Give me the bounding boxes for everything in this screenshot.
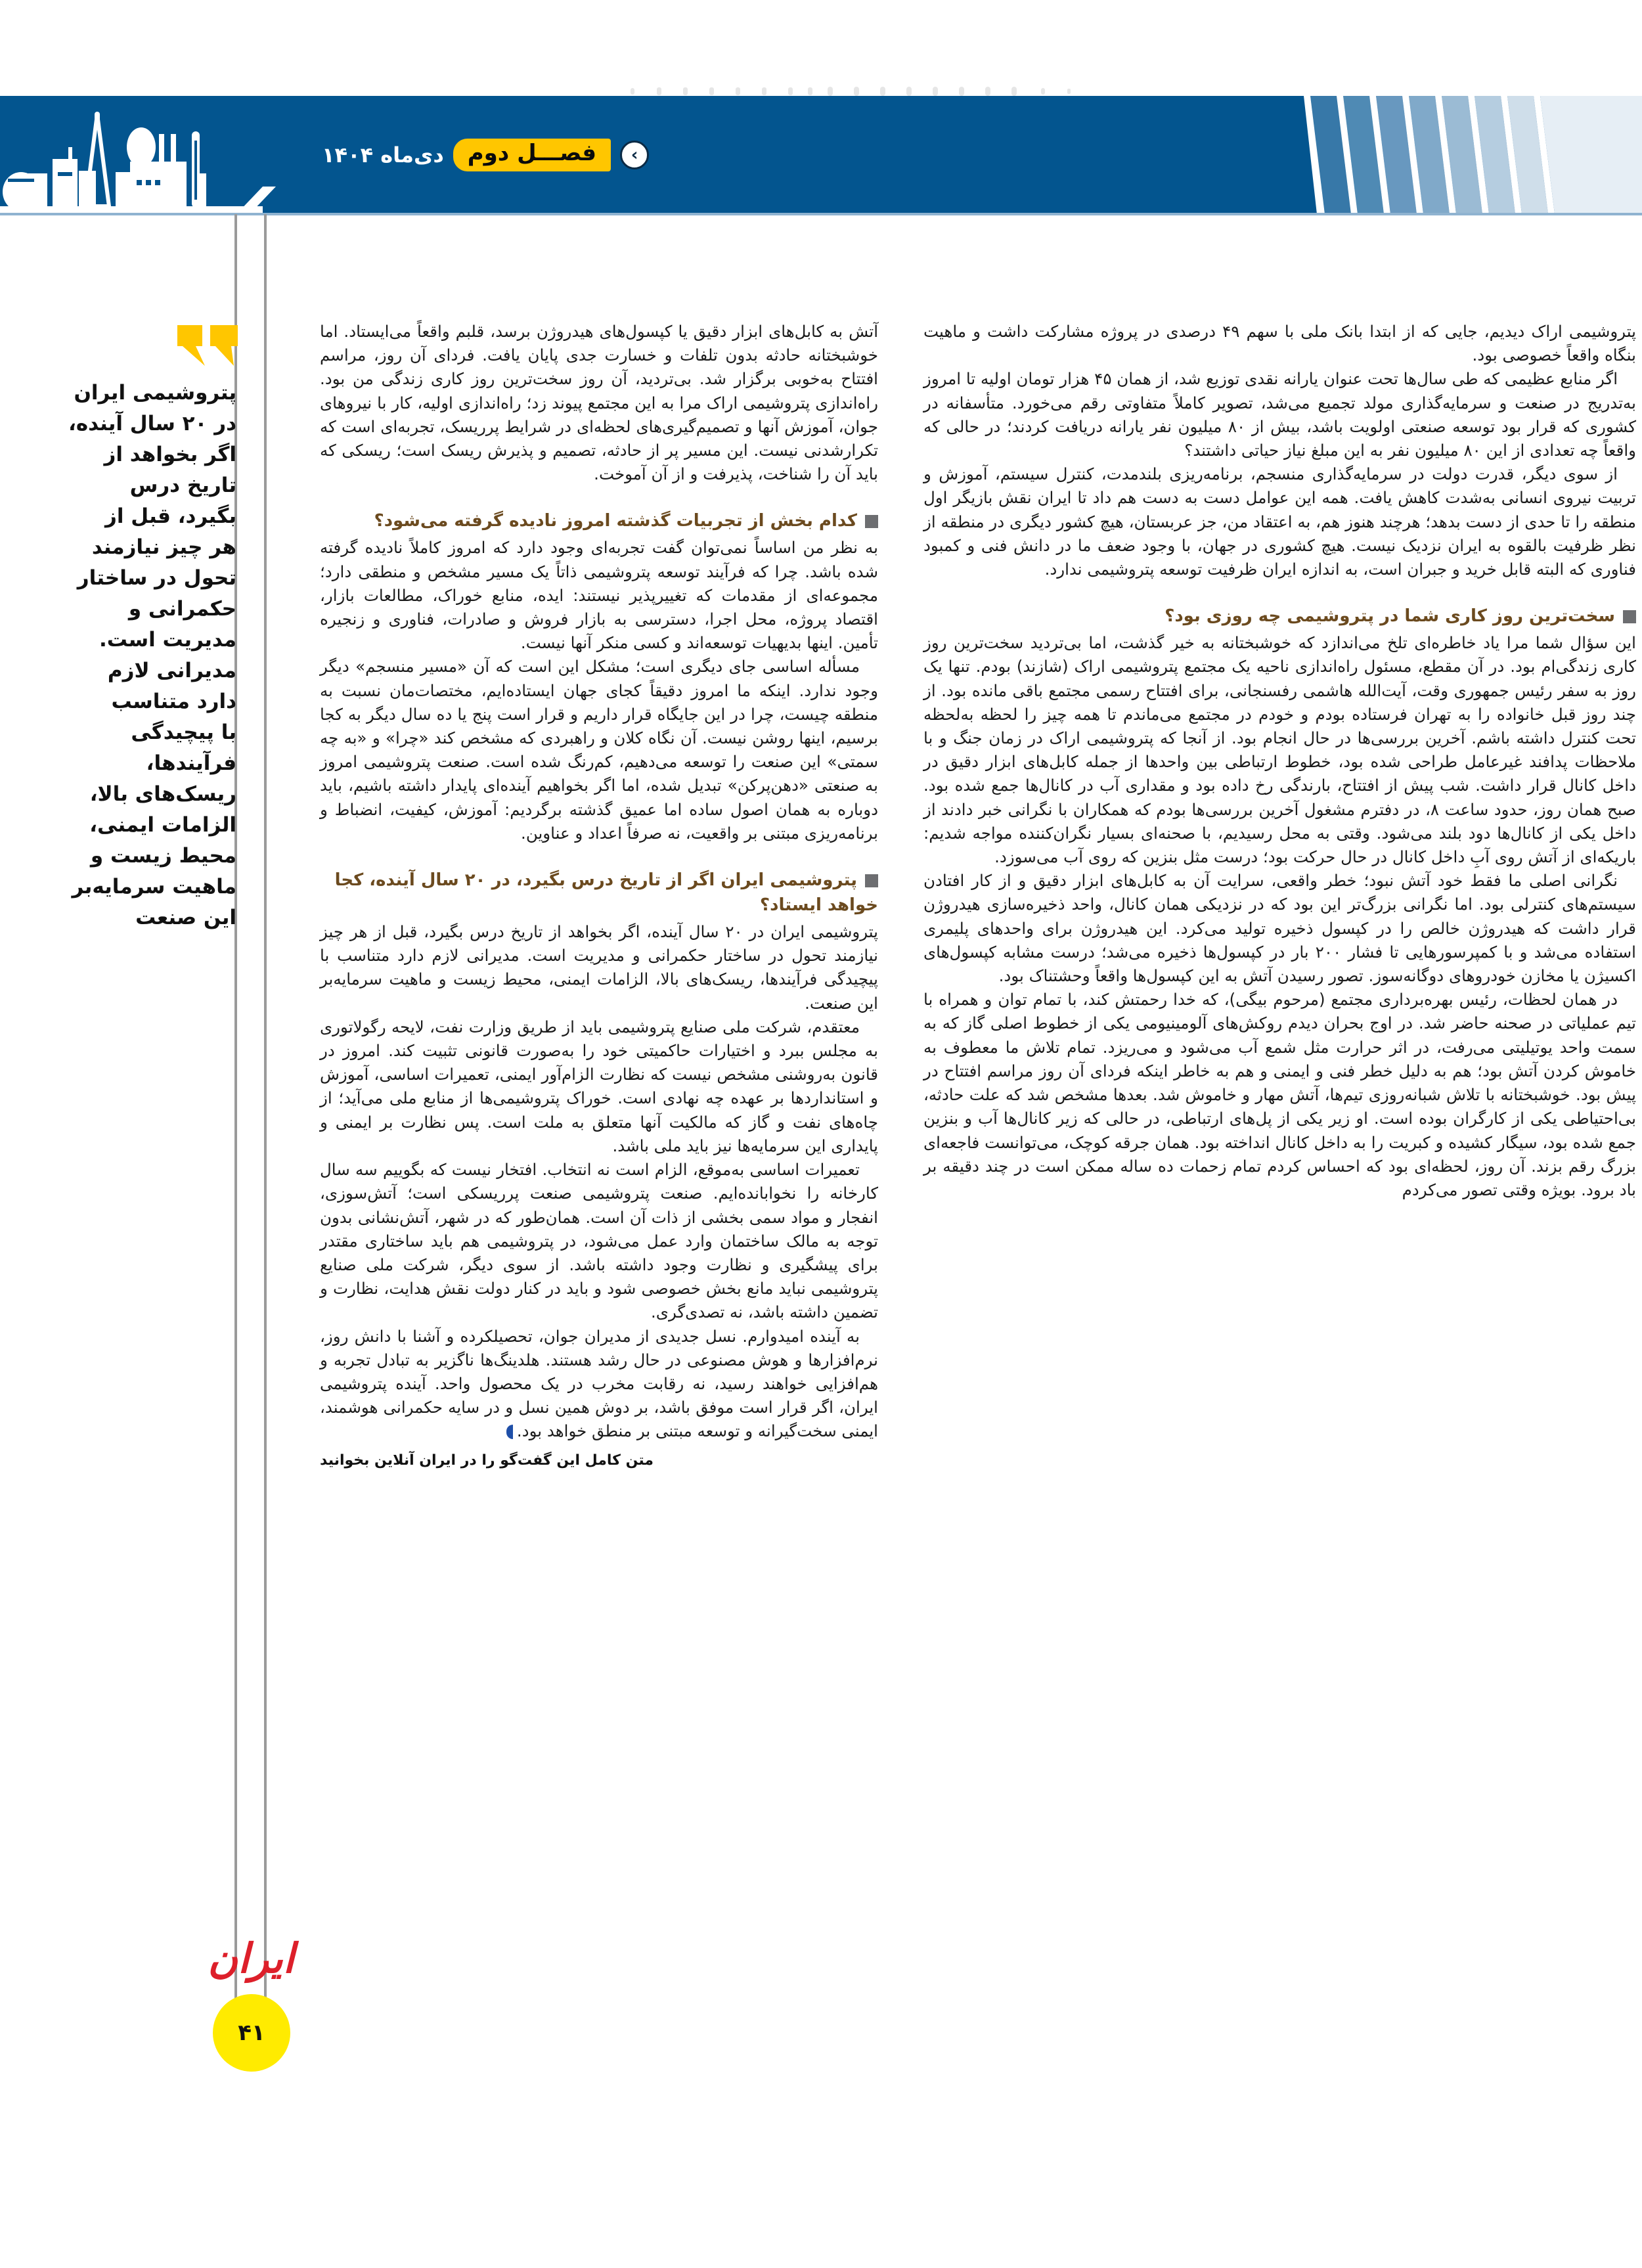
pull-quote-line: محیط زیست و — [90, 844, 236, 868]
paragraph: پتروشیمی ایران در ۲۰ سال آینده، اگر بخواهد از تاریخ درس بگیرد، قبل از هر چیز نیازمند تحول در ساختار حکمرانی و مدیریت است. مدیرانی لازم دارد متناسب با پیچیدگی فرآیندها، ریسک‌های بالا، الزامات ایمنی، محیط زیست و ماهیت سرمایه‌بر این صنعت. — [320, 922, 878, 1013]
pull-quote-line: تحول در ساختار — [77, 566, 236, 590]
pull-quote-line: تاریخ درس — [129, 474, 236, 497]
pull-quote — [68, 378, 236, 933]
question-text: پتروشیمی ایران اگر از تاریخ درس بگیرد، در ۲۰ سال آینده، کجا خواهد ایستاد؟ — [334, 870, 878, 916]
page-number-badge — [213, 1994, 290, 2072]
paragraph: به نظر من اساساً نمی‌توان گفت تجربه‌ای وجود دارد که امروز کاملاً نادیده گرفته شده باشد. چرا که فرآیند توسعه پتروشیمی ذاتاً یک مسیر مشخص و منطقی دارد؛ مجموعه‌ای از مقدمات که تغییرپذیر نیستند: ایده، منابع خوراک، مطالعات بازار، اقتصاد پروژه، محل اجرا، دسترسی به بازار فروش و صادرات، فناوری و زنجیره تأمین. اینها بدیهیات توسعه‌اند و کسی منکر آنها نیست. — [320, 538, 878, 653]
sidebar-rule — [264, 214, 267, 2014]
read-more-link[interactable]: متن کامل این گفت‌گو را در ایران آنلاین بخوانید — [320, 1452, 654, 1469]
issue-date: دی‌ماه ۱۴۰۴ — [322, 143, 444, 167]
pull-quote-line: اگر بخواهد از — [104, 443, 236, 466]
pull-quote-line: ریسک‌های بالا، — [89, 782, 236, 806]
question-heading — [320, 508, 878, 533]
pull-quote-line: پتروشیمی ایران — [74, 381, 236, 405]
paragraph: معتقدم، شرکت ملی صنایع پتروشیمی باید از طریق وزارت نفت، لایحه رگولاتوری به مجلس ببرد و اختیارات حاکمیتی خود را به‌صورت قانونی تثبیت کند. امروز در قانون به‌روشنی مشخص نیست که نظارت الزام‌آور ایمنی، تعمیرات اساسی، آموزش و استانداردها بر عهده چه نهادی است. خوراک پتروشیمی‌ها از منابع ملی می‌آید؛ از چاه‌های نفت و گاز که مالکیت آنها متعلق به ملت است. پس نظارت بر ایمنی و پایداری این سرمایه‌ها نیز باید ملی باشد. — [320, 1017, 878, 1155]
question-text: سخت‌ترین روز کاری شما در پتروشیمی چه روزی بود؟ — [1165, 606, 1615, 627]
paragraph: مسأله اساسی جای دیگری است؛ مشکل این است که آن «مسیر منسجم» دیگر وجود ندارد. اینکه ما امروز دقیقاً کجای جهان ایستاده‌ایم، مختصات‌مان نسبت به منطقه چیست، چرا در این جایگاه قرار داریم و قرار است پنج یا ده سال دیگر به کجا برسیم، اینها روشن نیست. آن نگاه کلان و راهبردی که مشخص کند «چرا» و «به چه سمتی» این صنعت را توسعه می‌دهیم، کم‌رنگ شده است. صنعت پتروشیمی امروز به صنعتی «دهن‌پرکن» تبدیل شده، اما اگر بخواهیم آینده‌ای پایدار داشته باشیم، باید دوباره به همان اصول ساده اما عمیق گذشته برگردیم: آموزش، کیفیت، انضباط و برنامه‌ریزی مبتنی بر واقعیت، نه صرفاً اعداد و عناوین. — [320, 657, 878, 843]
quote-marks-icon — [177, 325, 238, 366]
page-number: ۴۱ — [238, 2020, 265, 2046]
paragraph: تعمیرات اساسی به‌موقع، الزام است نه انتخاب. افتخار نیست که بگوییم سه سال کارخانه را نخوابانده‌ایم. صنعت پتروشیمی صنعت پرریسکی است؛ آتش‌سوزی، انفجار و مواد سمی بخشی از ذات آن است. همان‌طور که در شهر، آتش‌نشانی بدون توجه به مالک ساختمان وارد عمل می‌شود، در پتروشیمی هم باید ساختاری مقتدر برای پیشگیری و نظارت وجود داشته باشد. از سوی دیگر، شرکت ملی صنایع پتروشیمی نباید مانع بخش خصوصی شود و باید در کنار دولت نقش هدایت، نظارت و تضمین داشته باشد، نه تصدی‌گری. — [320, 1160, 878, 1322]
pull-quote-line: مدیرانی لازم — [107, 659, 236, 682]
square-bullet-icon — [1623, 610, 1636, 623]
pull-quote-line: الزامات ایمنی، — [89, 813, 236, 837]
pull-quote-line: با پیچیدگی — [131, 721, 236, 744]
question-text: کدام بخش از تجربیات گذشته امروز نادیده گرفته می‌شود؟ — [374, 511, 857, 531]
pull-quote-line: فرآیندها، — [146, 751, 236, 775]
pull-quote-line: مدیریت است. — [99, 628, 236, 652]
end-of-article-icon — [506, 1425, 513, 1439]
pull-quote-line: بگیرد، قبل از — [105, 504, 236, 528]
paragraph — [320, 1325, 878, 1444]
refinery-skyline-icon — [0, 108, 276, 214]
paragraph: اگر منابع عظیمی که طی سال‌ها تحت عنوان یارانه نقدی توزیع شد، از همان ۴۵ هزار تومان اولیه تا امروز به‌تدریج در صنعت و سرمایه‌گذاری مولد تجمیع می‌شد، تصویر کاملاً متفاوتی رقم می‌خورد. متأسفانه در کشوری که قرار بود توسعه صنعتی اولویت باشد، بیش از ۸۰ میلیون نفر یارانه دریافت کردند؛ در حالی که واقعاً چه تعدادی از این ۸۰ میلیون نفر به این مبلغ نیاز حیاتی داشتند؟ — [923, 369, 1636, 460]
paragraph: در همان لحظات، رئیس بهره‌برداری مجتمع (مرحوم بیگی)، که خدا رحمتش کند، با تمام توان و همراه با تیم عملیاتی در صحنه حاضر شد. در اوج بحران دیدم روکش‌های آلومینیومی یکی از خطوط اصلی گاز که به سمت واحد یوتیلیتی می‌رفت، در اثر حرارت مثل شمع آب می‌شود و می‌ریزد. تمام تلاش ما معطوف به خاموش کردن آتش بود؛ هم به دلیل خطر فنی و ایمنی و هم به خاطر اینکه فردای آن روز مراسم افتتاح در پیش بود. خوشبختانه با تلاش شبانه‌روزی تیم‌ها، آتش مهار و خاموش شد. بعدها مشخص شد که علت حادثه، بی‌احتیاطی یکی از کارگران بوده است. او زیر یکی از پل‌های ارتباطی، در حالی که زیر کانال‌ها آب و بنزین جمع شده بود، سیگار کشیده و کبریت را به داخل کانال انداخته بود. همان جرقه کوچک، می‌توانست فاجعه‌ای بزرگ رقم بزند. آن روز، لحظه‌ای بود که احساس کردم تمام زحمات ده ساله ممکن است در چند دقیقه بر باد برود. بویژه وقتی تصور می‌کردم — [923, 990, 1636, 1199]
pull-quote-line: در ۲۰ سال آینده، — [68, 412, 236, 435]
pull-quote-line: این صنعت — [135, 906, 236, 929]
pull-quote-line: ماهیت سرمایه‌بر — [72, 875, 236, 899]
header-underline — [0, 213, 1642, 215]
chevron-left-circle-icon: ‹ — [620, 141, 649, 169]
square-bullet-icon — [865, 874, 878, 887]
paragraph-text: به آینده امیدوارم. نسل جدیدی از مدیران جوان، تحصیلکرده و آشنا با دانش روز، نرم‌افزارها و هوش مصنوعی در حال رشد هستند. هلدینگ‌ها ناگزیر به تبادل تجربه و هم‌افزایی خواهند رسید، نه رقابت مخرب در یک محصول واحد. آینده پتروشیمی ایران، اگر قرار است موفق باشد، بر دوش همین نسل و در سایه حکمرانی هوشمند، ایمنی سخت‌گیرانه و توسعه مبتنی بر منطق خواهد بود. — [320, 1326, 878, 1441]
pull-quote-line: دارد متناسب — [111, 690, 236, 713]
square-bullet-icon — [865, 515, 878, 528]
pull-quote-line: حکمرانی و — [128, 597, 236, 621]
paragraph: از سوی دیگر، قدرت دولت در سرمایه‌گذاری منسجم، برنامه‌ریزی بلندمدت، کنترل سیستم، آموزش و تربیت نیروی انسانی به‌شدت کاهش یافت. همه این عوامل دست به دست هم داد تا ایران نقش بازیگر اول منطقه را تا حدی از دست بدهد؛ هرچند هنوز هم، به اعتقاد من، جز عربستان، هیچ کشور دیگری در منطقه از نظر ظرفیت بالقوه به ایران نزدیک نیست. هیچ کشوری در جهان، با وجود ضعف ما در دانش فنی و کمبود فناوری که البته قابل خرید و جبران است، به اندازه ایران ظرفیت توسعه پتروشیمی ندارد. — [923, 464, 1636, 579]
paragraph: پتروشیمی اراک دیدیم، جایی که از ابتدا بانک ملی با سهم ۴۹ درصدی در پروژه مشارکت داشت و ماهیت بنگاه واقعاً خصوصی بود. — [923, 322, 1636, 365]
question-heading — [320, 868, 878, 918]
paragraph: این سؤال شما مرا یاد خاطره‌ای تلخ می‌اندازد که خوشبختانه به خیر گذشت، اما بی‌تردید سخت‌ترین روز کاری زندگی‌ام بود. در آن مقطع، مسئول راه‌اندازی ناحیه یک مجتمع پتروشیمی اراک (شازند) بودم. تنها یک روز به سفر رئیس جمهوری وقت، آیت‌الله هاشمی رفسنجانی، برای افتتاح رسمی مجتمع باقی مانده بود. از چند روز قبل خانواده را به تهران فرستاده بودم و خودم در مجتمع می‌ماندم تا همه چیز را لحظه به‌لحظه تحت کنترل داشته باشم. آخرین بررسی‌ها در حال انجام بود. از آنجا که پتروشیمی اراک در زمان جنگ و با ملاحظات پدافند غیرعامل طراحی شده بود، خطوط ارتباطی بین واحدها از جمله کابل‌های ابزار دقیق در داخل کانال قرار داشت. شب پیش از افتتاح، بارندگی رخ داده بود و مقداری آب در کانال‌ها جمع شده بود. صبح همان روز، حدود ساعت ۸، در دفترم مشغول آخرین بررسی‌ها بودم که همکاران با نگرانی خبر دادند از داخل یکی از کانال‌ها دود بلند می‌شود. وقتی به محل رسیدیم، با صحنه‌ای بسیار نگران‌کننده مواجه شدیم: باریکه‌ای از آتش روی آبِ داخل کانال در حال حرکت بود؛ درست مثل بنزین که روی آب می‌سوزد. — [923, 633, 1636, 867]
section-heading — [322, 137, 649, 173]
paragraph: آتش به کابل‌های ابزار دقیق یا کپسول‌های هیدروژن برسد، قلبم واقعاً می‌ایستاد. اما خوشبختانه حادثه بدون تلفات و خسارت جدی پایان یافت. فردای آن روز، مراسم افتتاح به‌خوبی برگزار شد. بی‌تردید، آن روز سخت‌ترین روز کاری زندگی من بود. راه‌اندازی پتروشیمی اراک مرا به این مجتمع پیوند زد؛ راه‌اندازی اولیه، کار با نیروهای جوان، آموزش آنها و تصمیم‌گیری‌های لحظه‌ای در شرایط پرریسک، تجربه‌ای است که تکرارشدنی نیست. این مسیر پر از حادثه، تصمیم و پذیرش ریسک است؛ ریسکی که باید آن را شناخت، پذیرفت و از آن آموخت. — [320, 322, 878, 484]
section-label: فصـــل دوم — [453, 139, 611, 171]
pull-quote-line: هر چیز نیازمند — [91, 535, 236, 559]
article-column-right — [923, 320, 1636, 1202]
publication-logo: ایران — [208, 1934, 294, 1982]
header-banner — [0, 96, 1642, 214]
header-stripes-decoration — [985, 96, 1642, 214]
paragraph: نگرانی اصلی ما فقط خود آتش نبود؛ خطر واقعی، سرایت آن به کابل‌های ابزار دقیق و از کار افتادن سیستم‌های کنترلی بود. اما نگرانی بزرگ‌تر این بود که در نزدیکی همان کانال، واحد ذخیره‌سازی هیدروژن قرار داشت که هیدروژن خالص را در کپسول ذخیره تولید می‌کرد. این هیدروژن برای واحدهای پلیمری استفاده می‌شد و با کمپرسورهایی تا فشار ۲۰۰ بار در کپسول‌ها ذخیره می‌شد؛ درست مشابه کپسول‌های اکسیژن یا مخازن خودروهای دوگانه‌سوز. تصور رسیدن آتش به این کپسول‌ها واقعاً وحشتناک بود. — [923, 871, 1636, 986]
question-heading — [923, 604, 1636, 629]
article-column-middle — [320, 320, 878, 1473]
